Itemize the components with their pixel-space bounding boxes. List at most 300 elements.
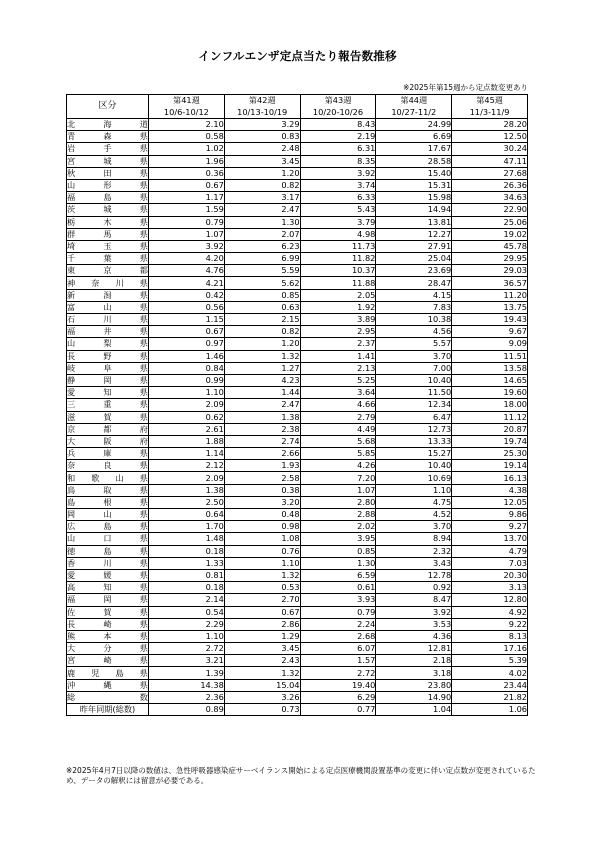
rate-cell: 0.82: [224, 179, 300, 191]
rate-cell: 1.30: [224, 216, 300, 228]
rate-cell: 5.59: [224, 265, 300, 277]
footnote: ※2025年4月7日以降の数値は、急性呼吸器感染症サーベイランス開始による定点医療機関設置基準の変更に伴い定点数が変更されているため、データの解釈には留意が必要である。: [66, 766, 536, 785]
rate-cell: 28.58: [376, 155, 452, 167]
region-name: 高知県: [67, 582, 148, 593]
region-name: 奈良県: [67, 460, 148, 471]
table-row: [67, 484, 528, 496]
rate-cell: 1.38: [224, 411, 300, 423]
rate-cell: 3.20: [224, 496, 300, 508]
region-name: 山梨県: [67, 338, 148, 349]
rate-cell: 10.37: [300, 265, 376, 277]
rate-cell: 5.68: [300, 435, 376, 447]
rate-cell: 5.39: [452, 655, 528, 667]
region-name: 山口県: [67, 533, 148, 544]
date-range-header: 11/3-11/9: [452, 107, 528, 119]
rate-cell: 4.92: [452, 606, 528, 618]
rate-cell: 1.10: [376, 484, 452, 496]
table-row: [67, 362, 528, 374]
rate-cell: 25.30: [452, 448, 528, 460]
rate-cell: 0.67: [149, 326, 225, 338]
rate-cell: 6.29: [300, 691, 376, 703]
rate-cell: 14.94: [376, 204, 452, 216]
rate-cell: 0.81: [149, 569, 225, 581]
rate-cell: 6.99: [224, 253, 300, 265]
rate-cell: 7.03: [452, 557, 528, 569]
region-name: 富山県: [67, 301, 148, 312]
region-name: 北海道: [67, 119, 148, 130]
rate-cell: 2.95: [300, 326, 376, 338]
table-row: [67, 301, 528, 313]
rate-cell: 6.31: [300, 143, 376, 155]
rate-cell: 26.36: [452, 179, 528, 191]
rate-cell: 9.09: [452, 338, 528, 350]
table-row: [67, 216, 528, 228]
rate-cell: 12.50: [452, 131, 528, 143]
table-row: [67, 545, 528, 557]
table-row: [67, 326, 528, 338]
rate-cell: 22.90: [452, 204, 528, 216]
rate-cell: 11.20: [452, 289, 528, 301]
region-name: 大阪府: [67, 435, 148, 446]
rate-cell: 29.03: [452, 265, 528, 277]
total-row: [67, 691, 528, 703]
table-row: [67, 448, 528, 460]
region-name: 佐賀県: [67, 606, 148, 617]
rate-cell: 25.06: [452, 216, 528, 228]
rate-cell: 2.47: [224, 204, 300, 216]
rate-cell: 1.10: [224, 557, 300, 569]
rate-cell: 14.38: [149, 679, 225, 691]
region-name: 福井県: [67, 326, 148, 337]
rate-cell: 4.02: [452, 667, 528, 679]
rate-cell: 5.85: [300, 448, 376, 460]
rate-cell: 2.50: [149, 496, 225, 508]
table-row: [67, 509, 528, 521]
rate-cell: 7.20: [300, 472, 376, 484]
rate-cell: 3.64: [300, 387, 376, 399]
region-name: 東京都: [67, 265, 148, 276]
rate-cell: 7.83: [376, 301, 452, 313]
rate-cell: 2.48: [224, 143, 300, 155]
region-name: 福岡県: [67, 594, 148, 605]
rate-cell: 1.88: [149, 435, 225, 447]
region-name: 香川県: [67, 557, 148, 568]
rate-cell: 47.11: [452, 155, 528, 167]
rate-cell: 4.56: [376, 326, 452, 338]
rate-cell: 3.74: [300, 179, 376, 191]
rate-cell: 30.24: [452, 143, 528, 155]
region-name: 愛媛県: [67, 570, 148, 581]
rate-cell: 4.49: [300, 423, 376, 435]
rate-cell: 5.62: [224, 277, 300, 289]
region-name: 三重県: [67, 399, 148, 410]
week-header: 第43週: [300, 95, 376, 107]
note-sentinel-change: ※2025年第15週から定点数変更あり: [403, 83, 528, 92]
table-body: [67, 119, 528, 716]
rate-cell: 4.98: [300, 228, 376, 240]
rate-cell: 0.97: [149, 338, 225, 350]
rate-cell: 2.15: [224, 314, 300, 326]
table-row: [67, 289, 528, 301]
week-header: 第42週: [224, 95, 300, 107]
rate-cell: 4.52: [376, 509, 452, 521]
rate-cell: 2.32: [376, 545, 452, 557]
table-row: [67, 399, 528, 411]
region-name: 岩手県: [67, 143, 148, 154]
rate-cell: 8.35: [300, 155, 376, 167]
region-name: 青森県: [67, 131, 148, 142]
last-year-row: [67, 704, 528, 716]
rate-cell: 28.47: [376, 277, 452, 289]
rate-cell: 24.99: [376, 119, 452, 131]
table-row: [67, 143, 528, 155]
region-name: 島根県: [67, 496, 148, 507]
rate-cell: 27.91: [376, 240, 452, 252]
rate-cell: 1.08: [224, 533, 300, 545]
rate-cell: 1.46: [149, 350, 225, 362]
rate-cell: 2.14: [149, 594, 225, 606]
rate-cell: 4.38: [452, 484, 528, 496]
rate-cell: 0.89: [149, 704, 225, 716]
rate-cell: 19.14: [452, 460, 528, 472]
influenza-report-table: [66, 94, 528, 716]
rate-cell: 3.13: [452, 582, 528, 594]
rate-cell: 6.07: [300, 643, 376, 655]
rate-cell: 8.13: [452, 630, 528, 642]
rate-cell: 10.38: [376, 314, 452, 326]
rate-cell: 1.70: [149, 521, 225, 533]
rate-cell: 3.95: [300, 533, 376, 545]
rate-cell: 3.79: [300, 216, 376, 228]
rate-cell: 3.93: [300, 594, 376, 606]
rate-cell: 0.63: [224, 301, 300, 313]
rate-cell: 0.38: [224, 484, 300, 496]
rate-cell: 2.47: [224, 399, 300, 411]
table-row: [67, 643, 528, 655]
rate-cell: 5.43: [300, 204, 376, 216]
rate-cell: 2.02: [300, 521, 376, 533]
rate-cell: 1.41: [300, 350, 376, 362]
rate-cell: 0.53: [224, 582, 300, 594]
rate-cell: 3.92: [300, 167, 376, 179]
rate-cell: 20.87: [452, 423, 528, 435]
rate-cell: 20.30: [452, 569, 528, 581]
table-row: [67, 253, 528, 265]
rate-cell: 1.33: [149, 557, 225, 569]
rate-cell: 9.67: [452, 326, 528, 338]
rate-cell: 2.13: [300, 362, 376, 374]
rate-cell: 1.04: [376, 704, 452, 716]
rate-cell: 12.78: [376, 569, 452, 581]
table-row: [67, 265, 528, 277]
rate-cell: 34.63: [452, 192, 528, 204]
rate-cell: 9.22: [452, 618, 528, 630]
date-range-header: 10/6-10/12: [149, 107, 225, 119]
table-row: [67, 167, 528, 179]
rate-cell: 36.57: [452, 277, 528, 289]
rate-cell: 23.69: [376, 265, 452, 277]
rate-cell: 16.13: [452, 472, 528, 484]
rate-cell: 2.70: [224, 594, 300, 606]
rate-cell: 1.38: [149, 484, 225, 496]
rate-cell: 0.42: [149, 289, 225, 301]
rate-cell: 2.79: [300, 411, 376, 423]
rate-cell: 0.79: [149, 216, 225, 228]
rate-cell: 2.12: [149, 460, 225, 472]
rate-cell: 1.07: [300, 484, 376, 496]
rate-cell: 5.25: [300, 374, 376, 386]
region-name: 大分県: [67, 643, 148, 654]
rate-cell: 1.93: [224, 460, 300, 472]
table-row: [67, 569, 528, 581]
rate-cell: 15.27: [376, 448, 452, 460]
rate-cell: 10.69: [376, 472, 452, 484]
table-row: [67, 204, 528, 216]
rate-cell: 2.88: [300, 509, 376, 521]
rate-cell: 3.92: [376, 606, 452, 618]
rate-cell: 11.82: [300, 253, 376, 265]
region-name: 滋賀県: [67, 411, 148, 422]
table-row: [67, 679, 528, 691]
rate-cell: 3.70: [376, 350, 452, 362]
region-name: 山形県: [67, 180, 148, 191]
rate-cell: 29.95: [452, 253, 528, 265]
rate-cell: 28.20: [452, 119, 528, 131]
rate-cell: 0.61: [300, 582, 376, 594]
rate-cell: 3.21: [149, 655, 225, 667]
rate-cell: 25.04: [376, 253, 452, 265]
rate-cell: 45.78: [452, 240, 528, 252]
table-row: [67, 192, 528, 204]
region-name: 長崎県: [67, 618, 148, 629]
rate-cell: 4.15: [376, 289, 452, 301]
rate-cell: 2.43: [224, 655, 300, 667]
rate-cell: 0.79: [300, 606, 376, 618]
rate-cell: 0.67: [149, 179, 225, 191]
rate-cell: 2.74: [224, 435, 300, 447]
rate-cell: 0.62: [149, 411, 225, 423]
rate-cell: 9.27: [452, 521, 528, 533]
rate-cell: 1.44: [224, 387, 300, 399]
region-name: 徳島県: [67, 545, 148, 556]
table-row: [67, 179, 528, 191]
rate-cell: 3.29: [224, 119, 300, 131]
rate-cell: 17.67: [376, 143, 452, 155]
region-name: 愛知県: [67, 387, 148, 398]
rate-cell: 15.04: [224, 679, 300, 691]
rate-cell: 1.32: [224, 667, 300, 679]
rate-cell: 2.36: [149, 691, 225, 703]
region-name: 宮城県: [67, 155, 148, 166]
rate-cell: 1.20: [224, 338, 300, 350]
rate-cell: 2.58: [224, 472, 300, 484]
rate-cell: 3.45: [224, 643, 300, 655]
rate-cell: 19.43: [452, 314, 528, 326]
table-row: [67, 131, 528, 143]
rate-cell: 2.38: [224, 423, 300, 435]
rate-cell: 27.68: [452, 167, 528, 179]
region-name: 福島県: [67, 192, 148, 203]
rate-cell: 0.85: [224, 289, 300, 301]
rate-cell: 0.99: [149, 374, 225, 386]
table-row: [67, 606, 528, 618]
rate-cell: 12.73: [376, 423, 452, 435]
rate-cell: 13.75: [452, 301, 528, 313]
rate-cell: 13.33: [376, 435, 452, 447]
rate-cell: 2.86: [224, 618, 300, 630]
table-row: [67, 655, 528, 667]
table-row: [67, 374, 528, 386]
region-name: 兵庫県: [67, 448, 148, 459]
rate-cell: 1.10: [149, 630, 225, 642]
region-name: 岡山県: [67, 509, 148, 520]
rate-cell: 11.73: [300, 240, 376, 252]
rate-cell: 0.54: [149, 606, 225, 618]
rate-cell: 14.65: [452, 374, 528, 386]
rate-cell: 11.51: [452, 350, 528, 362]
rate-cell: 12.80: [452, 594, 528, 606]
category-header: 区分: [67, 95, 149, 119]
rate-cell: 2.05: [300, 289, 376, 301]
rate-cell: 18.00: [452, 399, 528, 411]
rate-cell: 1.14: [149, 448, 225, 460]
table-row: [67, 338, 528, 350]
rate-cell: 11.88: [300, 277, 376, 289]
rate-cell: 0.98: [224, 521, 300, 533]
rate-cell: 3.89: [300, 314, 376, 326]
rate-cell: 8.43: [300, 119, 376, 131]
rate-cell: 3.43: [376, 557, 452, 569]
rate-cell: 3.53: [376, 618, 452, 630]
page-title: インフルエンザ定点当たり報告数推移: [198, 49, 397, 63]
rate-cell: 3.26: [224, 691, 300, 703]
table-row: [67, 387, 528, 399]
rate-cell: 8.47: [376, 594, 452, 606]
rate-cell: 4.36: [376, 630, 452, 642]
rate-cell: 1.27: [224, 362, 300, 374]
table-row: [67, 460, 528, 472]
table-row: [67, 582, 528, 594]
rate-cell: 2.29: [149, 618, 225, 630]
rate-cell: 0.18: [149, 545, 225, 557]
rate-cell: 12.34: [376, 399, 452, 411]
rate-cell: 0.64: [149, 509, 225, 521]
date-range-header: 10/27-11/2: [376, 107, 452, 119]
rate-cell: 1.32: [224, 350, 300, 362]
rate-cell: 13.58: [452, 362, 528, 374]
region-name: 静岡県: [67, 375, 148, 386]
rate-cell: 15.31: [376, 179, 452, 191]
rate-cell: 1.92: [300, 301, 376, 313]
table-row: [67, 557, 528, 569]
rate-cell: 19.74: [452, 435, 528, 447]
rate-cell: 1.39: [149, 667, 225, 679]
region-name: 和歌山県: [67, 472, 148, 483]
region-name: 千葉県: [67, 253, 148, 264]
rate-cell: 10.40: [376, 374, 452, 386]
rate-cell: 1.07: [149, 228, 225, 240]
rate-cell: 3.92: [149, 240, 225, 252]
rate-cell: 4.75: [376, 496, 452, 508]
region-name: 宮崎県: [67, 655, 148, 666]
rate-cell: 10.40: [376, 460, 452, 472]
region-name: 熊本県: [67, 630, 148, 641]
rate-cell: 2.09: [149, 472, 225, 484]
table-row: [67, 314, 528, 326]
rate-cell: 0.92: [376, 582, 452, 594]
rate-cell: 1.02: [149, 143, 225, 155]
rate-cell: 23.80: [376, 679, 452, 691]
rate-cell: 21.82: [452, 691, 528, 703]
rate-cell: 12.81: [376, 643, 452, 655]
region-name: 沖縄県: [67, 679, 148, 690]
rate-cell: 1.59: [149, 204, 225, 216]
rate-cell: 1.96: [149, 155, 225, 167]
region-name: 埼玉県: [67, 240, 148, 251]
rate-cell: 11.50: [376, 387, 452, 399]
week-header: 第45週: [452, 95, 528, 107]
rate-cell: 13.81: [376, 216, 452, 228]
region-name: 岐阜県: [67, 362, 148, 373]
rate-cell: 6.33: [300, 192, 376, 204]
rate-cell: 0.58: [149, 131, 225, 143]
rate-cell: 4.21: [149, 277, 225, 289]
rate-cell: 1.30: [300, 557, 376, 569]
table-row: [67, 423, 528, 435]
table-row: [67, 496, 528, 508]
region-name: 昨年同期(総数): [67, 704, 149, 716]
region-name: 広島県: [67, 521, 148, 532]
rate-cell: 0.36: [149, 167, 225, 179]
table-row: [67, 350, 528, 362]
region-name: 総数: [67, 691, 148, 702]
rate-cell: 17.16: [452, 643, 528, 655]
rate-cell: 1.20: [224, 167, 300, 179]
rate-cell: 0.18: [149, 582, 225, 594]
table-row: [67, 155, 528, 167]
rate-cell: 11.12: [452, 411, 528, 423]
rate-cell: 0.76: [224, 545, 300, 557]
rate-cell: 1.29: [224, 630, 300, 642]
rate-cell: 5.57: [376, 338, 452, 350]
region-name: 群馬県: [67, 228, 148, 239]
region-name: 京都府: [67, 423, 148, 434]
rate-cell: 3.17: [224, 192, 300, 204]
rate-cell: 0.77: [300, 704, 376, 716]
rate-cell: 19.40: [300, 679, 376, 691]
region-name: 石川県: [67, 314, 148, 325]
rate-cell: 13.70: [452, 533, 528, 545]
rate-cell: 2.24: [300, 618, 376, 630]
rate-cell: 2.18: [376, 655, 452, 667]
rate-cell: 8.94: [376, 533, 452, 545]
rate-cell: 9.86: [452, 509, 528, 521]
rate-cell: 14.90: [376, 691, 452, 703]
rate-cell: 4.66: [300, 399, 376, 411]
table-row: [67, 228, 528, 240]
region-name: 栃木県: [67, 216, 148, 227]
rate-cell: 2.72: [149, 643, 225, 655]
rate-cell: 6.47: [376, 411, 452, 423]
rate-cell: 15.98: [376, 192, 452, 204]
date-range-header: 10/13-10/19: [224, 107, 300, 119]
table-row: [67, 435, 528, 447]
rate-cell: 1.32: [224, 569, 300, 581]
rate-cell: 12.05: [452, 496, 528, 508]
rate-cell: 0.83: [224, 131, 300, 143]
rate-cell: 1.15: [149, 314, 225, 326]
table-row: [67, 472, 528, 484]
